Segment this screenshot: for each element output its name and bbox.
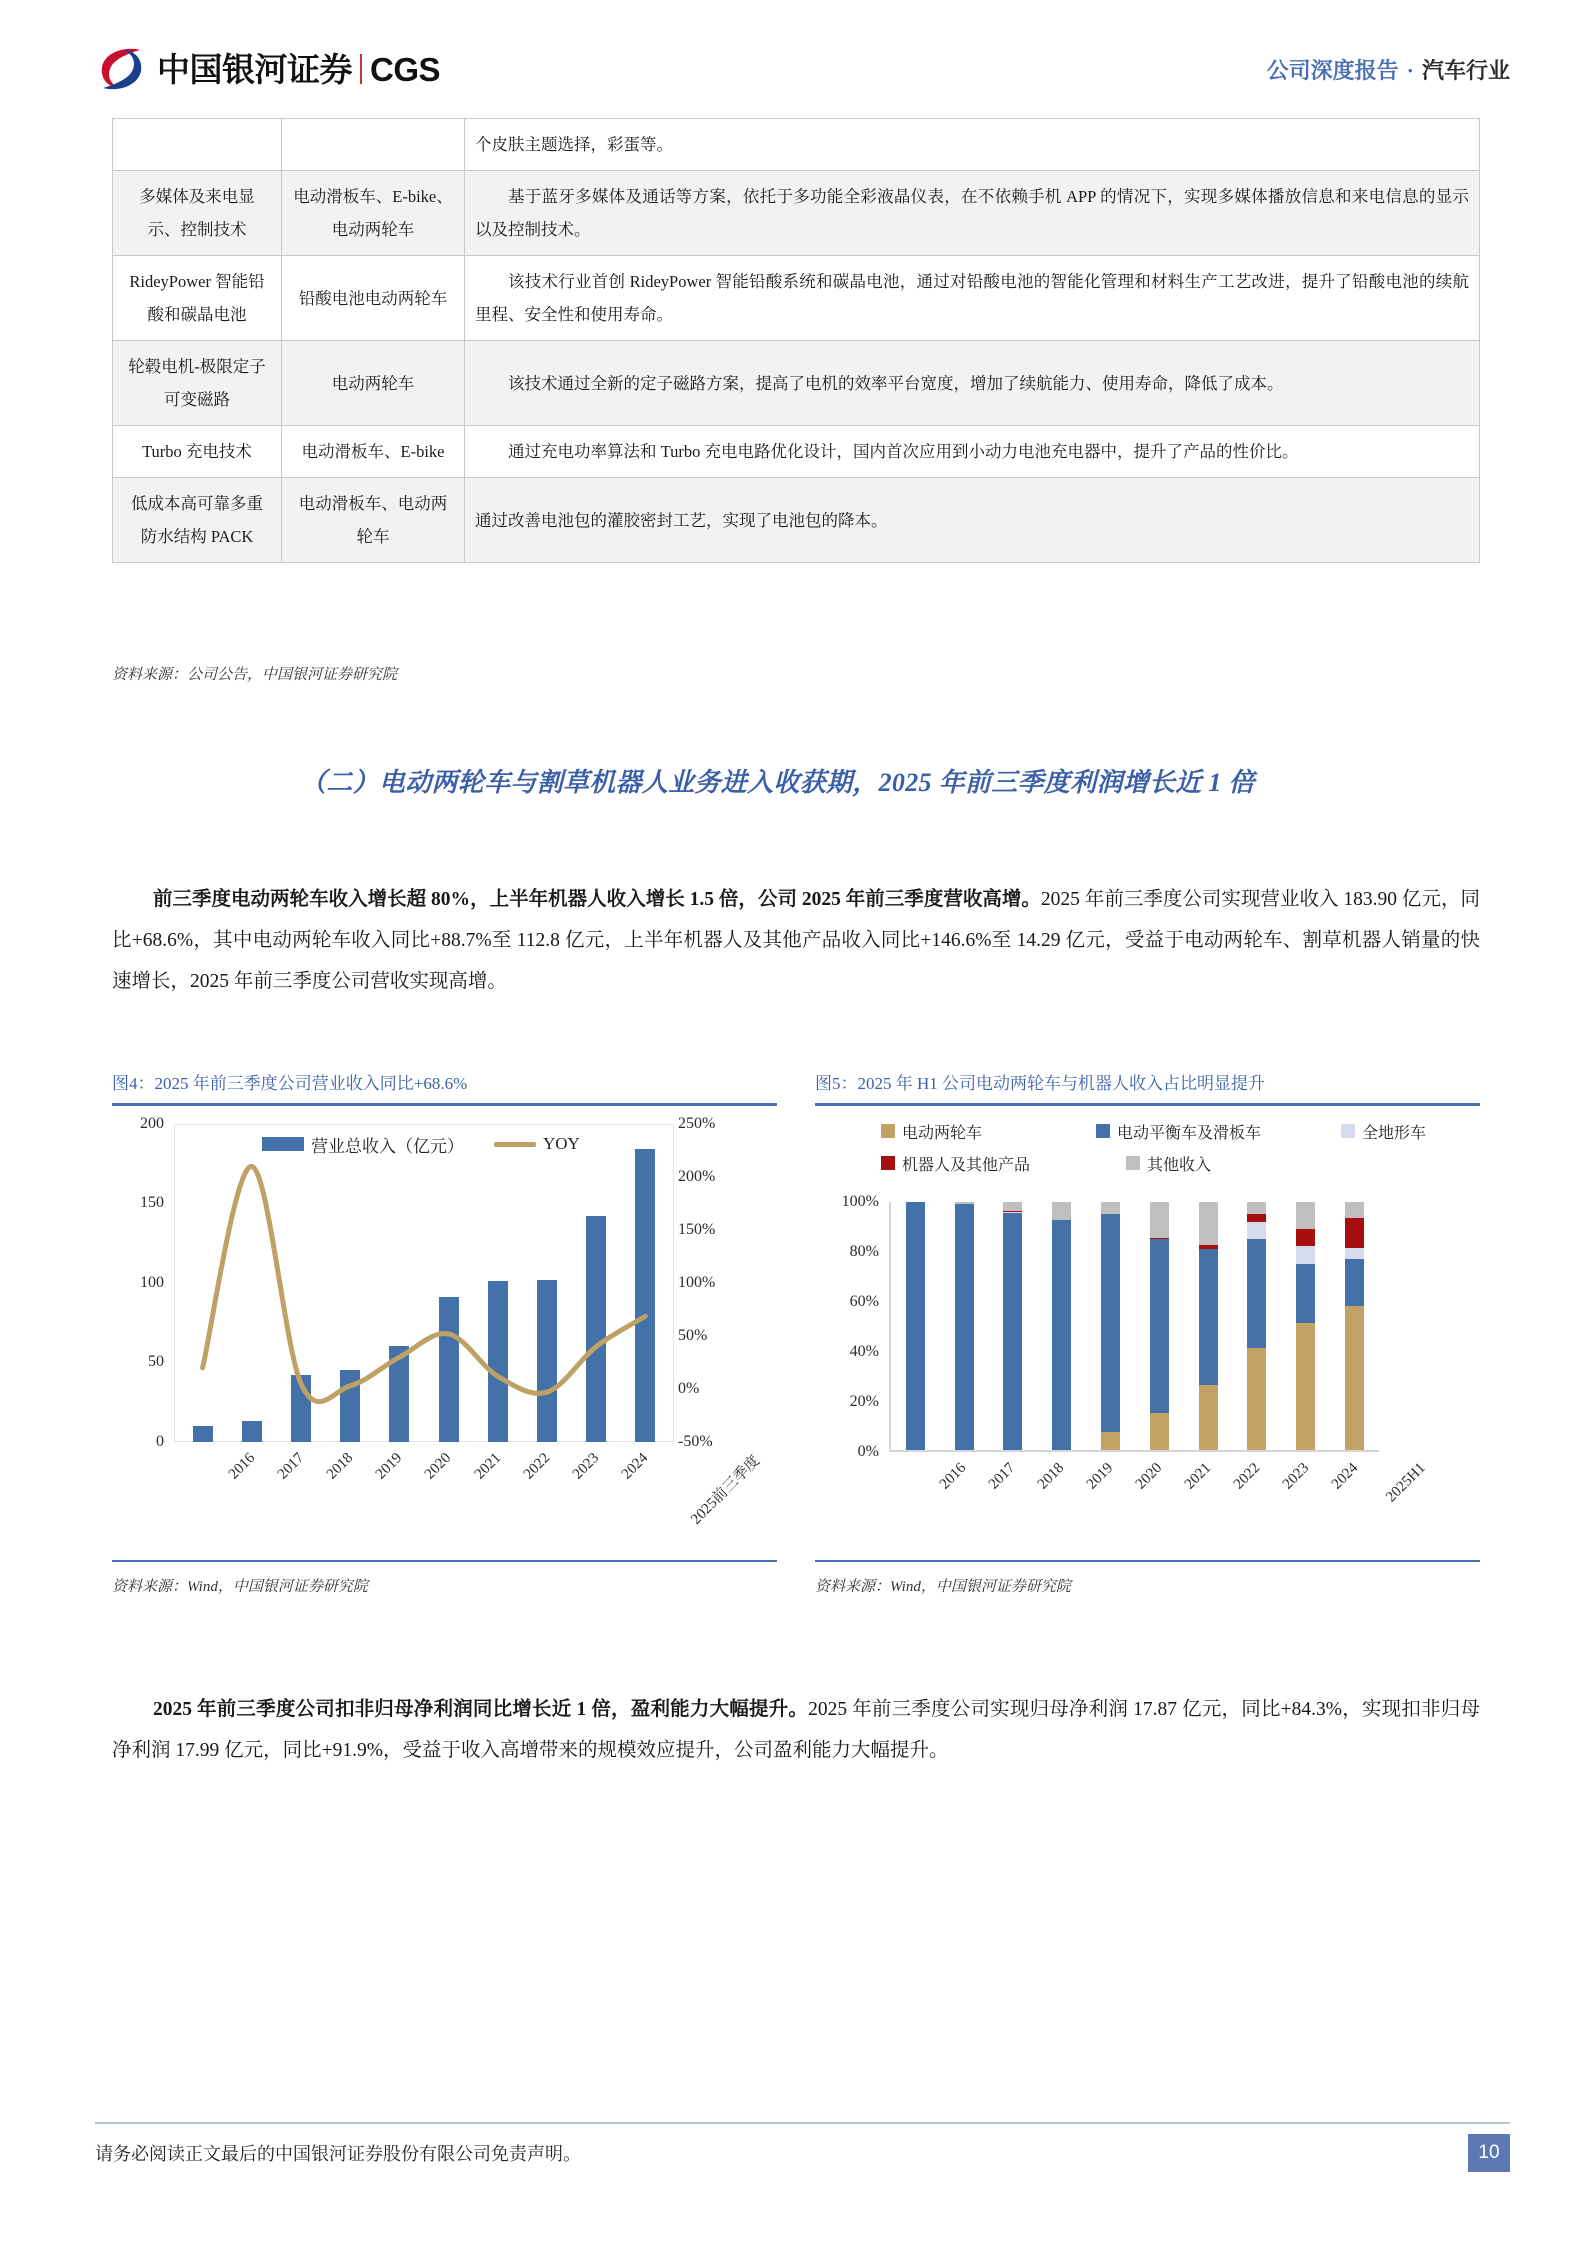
paragraph-profit (112, 1690, 1480, 1772)
brand-logo (95, 43, 440, 95)
chart5-y-tick: 20% (849, 1392, 879, 1410)
figure-5 (815, 1072, 1480, 1596)
cell-technology: 低成本高可靠多重防水结构 PACK (113, 478, 282, 563)
chart5-bar-segment (1101, 1202, 1120, 1214)
cell-product: 铅酸电池电动两轮车 (282, 256, 465, 341)
paragraph-profit-body: 2025 年前三季度公司实现归母净利润 17.87 亿元，同比+84.3%，实现扣非归母净利润 17.99 亿元，同比+91.9%，受益于收入高增带来的规模效应提升，公司盈利能力大幅提升。 (112, 1699, 1480, 1761)
chart5-legend (881, 1120, 1461, 1184)
chart5-bar-segment (1199, 1249, 1218, 1385)
chart4-x-tick: 2016 (225, 1449, 258, 1483)
chart5-bar-segment (1296, 1246, 1315, 1263)
chart5-bar-group (891, 1202, 1379, 1450)
chart5-bar (1199, 1202, 1218, 1450)
chart5-legend-robot-label: 机器人及其他产品 (902, 1156, 1031, 1174)
chart5-x-tick: 2018 (1034, 1459, 1067, 1493)
chart5-bar-segment (1247, 1202, 1266, 1214)
chart5-bar-segment (1247, 1239, 1266, 1348)
chart5-legend-atv (1341, 1120, 1426, 1143)
cell-description: 该技术行业首创 RideyPower 智能铅酸系统和碳晶电池，通过对铅酸电池的智能化管理和材料生产工艺改进，提升了铅酸电池的续航里程、安全性和使用寿命。 (465, 256, 1480, 341)
chart4-y2-tick: 250% (678, 1114, 716, 1132)
table-row (113, 119, 1480, 171)
chart5-bar (1150, 1202, 1169, 1450)
chart5-legend-row-2 (881, 1152, 1461, 1175)
chart5-bar-segment (1150, 1239, 1169, 1413)
chart4-x-tick: 2018 (323, 1449, 357, 1483)
chart5-bar (1296, 1202, 1315, 1450)
chart5-bar (1101, 1202, 1120, 1450)
technology-table-wrapper (112, 118, 1480, 563)
chart4-y2-tick: 150% (678, 1220, 716, 1238)
figure-5-title: 图5：2025 年 H1 公司电动两轮车与机器人收入占比明显提升 (815, 1074, 1266, 1093)
header-report-label (1267, 54, 1510, 85)
chart4-x-tick: 2020 (422, 1449, 455, 1483)
cgs-logo-icon (95, 43, 147, 95)
chart4-x-tick: 2022 (520, 1449, 554, 1483)
chart5-legend-ebike (881, 1120, 1096, 1143)
table-row (113, 426, 1480, 478)
chart4-yoy-line (174, 1124, 674, 1442)
figure-4-source: 资料来源：Wind，中国银河证券研究院 (112, 1578, 368, 1595)
cell-product: 电动滑板车、E-bike、电动两轮车 (282, 171, 465, 256)
chart5-legend-atv-label: 全地形车 (1362, 1124, 1427, 1142)
legend-swatch-other-icon (1126, 1156, 1140, 1170)
chart5-bar-segment (1345, 1218, 1364, 1248)
footer-divider (95, 2122, 1510, 2124)
chart5-legend-ebike-label: 电动两轮车 (902, 1124, 983, 1142)
paragraph-revenue-lead: 前三季度电动两轮车收入增长超 80%，上半年机器人收入增长 1.5 倍，公司 2025 年前三季度营收高增。 (152, 889, 1041, 910)
figure-4 (112, 1072, 777, 1596)
legend-swatch-line-icon (494, 1142, 536, 1147)
chart5-bar-segment (1101, 1214, 1120, 1432)
chart5-x-tick: 2024 (1328, 1459, 1361, 1493)
cell-technology (113, 119, 282, 171)
table-row (113, 341, 1480, 426)
chart5-legend-scooter-label: 电动平衡车及滑板车 (1117, 1124, 1262, 1142)
chart5-plot-area (889, 1202, 1379, 1452)
chart5-bar (906, 1202, 925, 1450)
chart5-bar-segment (1052, 1220, 1071, 1449)
cell-technology: 轮毂电机-极限定子可变磁路 (113, 341, 282, 426)
chart5-legend-scooter (1096, 1120, 1341, 1143)
chart4-y-tick: 150 (140, 1194, 164, 1212)
chart5-y-tick: 60% (849, 1292, 879, 1310)
logo-cn-text: 中国银河证券 (157, 50, 352, 88)
legend-swatch-scooter-icon (1096, 1124, 1110, 1138)
table-row (113, 171, 1480, 256)
cell-product (282, 119, 465, 171)
chart5-x-tick: 2020 (1132, 1459, 1165, 1493)
chart5-bar-segment (1296, 1323, 1315, 1449)
section-heading: （二）电动两轮车与割草机器人业务进入收获期，2025 年前三季度利润增长近 1 倍 (300, 768, 1255, 797)
chart5-bar-segment (1199, 1385, 1218, 1449)
report-type-label: 公司深度报告 (1266, 57, 1399, 83)
cell-product: 电动两轮车 (282, 341, 465, 426)
chart5-legend-robot (881, 1152, 1126, 1175)
chart4-legend-yoy (494, 1134, 580, 1154)
cell-description: 基于蓝牙多媒体及通话等方案，依托于多功能全彩液晶仪表，在不依赖手机 APP 的情况下，实现多媒体播放信息和来电信息的显示以及控制技术。 (465, 171, 1480, 256)
logo-text (157, 50, 441, 88)
cell-product: 电动滑板车、电动两轮车 (282, 478, 465, 563)
chart5-bar-segment (1150, 1202, 1169, 1238)
chart5-bar-segment (1247, 1348, 1266, 1450)
chart5-x-tick: 2017 (985, 1459, 1018, 1493)
chart5-x-tick: 2019 (1083, 1459, 1116, 1493)
chart5-bar-segment (1345, 1306, 1364, 1450)
chart5-bar (1247, 1202, 1266, 1450)
table-row (113, 478, 1480, 563)
chart5-bar-segment (1003, 1213, 1022, 1450)
chart4-y-tick: 100 (140, 1273, 164, 1291)
chart4-legend-revenue-label: 营业总收入（亿元） (311, 1136, 464, 1156)
chart5-bar-segment (1101, 1432, 1120, 1449)
chart5-bar-segment (1052, 1202, 1071, 1221)
chart5-y-tick: 0% (857, 1442, 879, 1460)
table-source-note: 资料来源：公司公告，中国银河证券研究院 (112, 667, 398, 683)
chart4-y-tick: 50 (148, 1353, 164, 1371)
chart5-bar-segment (1003, 1202, 1022, 1211)
chart5-x-tick: 2025H1 (1382, 1459, 1429, 1506)
footer-disclaimer: 请务必阅读正文最后的中国银河证券股份有限公司免责声明。 (95, 2144, 581, 2164)
chart5-bar-segment (1345, 1259, 1364, 1306)
chart5-y-tick: 80% (849, 1242, 879, 1260)
chart5-y-tick: 100% (841, 1192, 879, 1210)
chart4-y2-tick: 0% (678, 1379, 700, 1397)
chart4-y-tick: 0 (156, 1432, 164, 1450)
legend-swatch-ebike-icon (881, 1124, 895, 1138)
chart4-legend (262, 1132, 580, 1157)
logo-en-text: CGS (370, 50, 441, 88)
cell-product: 电动滑板车、E-bike (282, 426, 465, 478)
chart5-x-tick: 2021 (1181, 1459, 1214, 1493)
header-separator: · (1406, 57, 1414, 83)
page-header (95, 38, 1510, 100)
chart5-x-tick: 2023 (1279, 1459, 1312, 1493)
industry-label: 汽车行业 (1421, 57, 1510, 83)
chart5-bar (1345, 1202, 1364, 1450)
chart4-x-tick: 2024 (618, 1449, 652, 1483)
figure-5-source: 资料来源：Wind，中国银河证券研究院 (815, 1578, 1071, 1595)
chart5-bar (1052, 1202, 1071, 1450)
chart5-bar-segment (955, 1204, 974, 1450)
chart5-legend-row-1 (881, 1120, 1461, 1143)
chart4-legend-yoy-label: YOY (543, 1134, 580, 1154)
page-number-badge: 10 (1468, 2134, 1510, 2172)
cell-description: 通过充电功率算法和 Turbo 充电电路优化设计，国内首次应用到小动力电池充电器中，提升了产品的性价比。 (465, 426, 1480, 478)
chart5-bar-segment (1345, 1202, 1364, 1218)
table-body (113, 119, 1480, 563)
cell-description: 该技术通过全新的定子磁路方案，提高了电机的效率平台宽度，增加了续航能力、使用寿命，降低了成本。 (465, 341, 1480, 426)
technology-table (112, 118, 1480, 563)
chart5-bar-segment (1296, 1229, 1315, 1246)
chart4-x-tick: 2019 (372, 1449, 406, 1483)
chart5-x-tick: 2022 (1230, 1459, 1263, 1493)
chart4-y2-tick: -50% (678, 1432, 713, 1450)
chart5-bar-segment (1296, 1202, 1315, 1229)
paragraph-profit-lead: 2025 年前三季度公司扣非归母净利润同比增长近 1 倍，盈利能力大幅提升。 (152, 1699, 809, 1720)
chart5-legend-other-label: 其他收入 (1147, 1156, 1212, 1174)
chart5-bar-segment (1247, 1214, 1266, 1221)
chart5-bar (1003, 1202, 1022, 1450)
paragraph-revenue-body: 2025 年前三季度公司实现营业收入 183.90 亿元，同比+68.6%，其中电动两轮车收入同比+88.7%至 112.8 亿元，上半年机器人及其他产品收入同比+146.6%至 14.29 亿元，受益于电动两轮车、割草机器人销量的快速增长，2025 年前三季度公司营收实现高增。 (112, 889, 1480, 992)
chart4-y2-tick: 100% (678, 1273, 716, 1291)
cell-description: 通过改善电池包的灌胶密封工艺，实现了电池包的降本。 (465, 478, 1480, 563)
chart4-legend-revenue (262, 1132, 464, 1157)
chart4-x-tick: 2025前三季度 (688, 1452, 764, 1528)
paragraph-revenue (112, 880, 1480, 1003)
legend-swatch-atv-icon (1341, 1124, 1355, 1138)
chart5-bar-segment (1345, 1248, 1364, 1259)
chart5-bar-segment (1247, 1222, 1266, 1239)
legend-swatch-robot-icon (881, 1156, 895, 1170)
chart4-x-tick: 2021 (471, 1449, 504, 1483)
figure-5-chart (815, 1106, 1480, 1556)
cell-technology: 多媒体及来电显示、控制技术 (113, 171, 282, 256)
figure-4-title: 图4：2025 年前三季度公司营业收入同比+68.6% (112, 1074, 468, 1093)
cell-technology: RideyPower 智能铅酸和碳晶电池 (113, 256, 282, 341)
chart4-y2-tick: 50% (678, 1326, 708, 1344)
chart5-bar-segment (1296, 1264, 1315, 1324)
chart5-bar (955, 1202, 974, 1450)
chart4-x-tick: 2017 (274, 1449, 308, 1483)
chart5-bar-segment (1150, 1413, 1169, 1450)
table-row (113, 256, 1480, 341)
chart5-bar-segment (1199, 1202, 1218, 1245)
chart4-x-tick: 2023 (569, 1449, 603, 1483)
cell-description: 个皮肤主题选择，彩蛋等。 (465, 119, 1480, 171)
figure-4-chart (112, 1106, 777, 1556)
chart4-y2-tick: 200% (678, 1167, 716, 1185)
cell-technology: Turbo 充电技术 (113, 426, 282, 478)
legend-swatch-bar-icon (262, 1137, 304, 1151)
logo-divider (360, 54, 362, 84)
chart4-plot-area (174, 1124, 674, 1442)
chart5-y-tick: 40% (849, 1342, 879, 1360)
chart5-bar-segment (906, 1202, 925, 1450)
chart5-x-tick: 2016 (936, 1459, 969, 1493)
chart4-y-tick: 200 (140, 1114, 164, 1132)
chart5-legend-other (1126, 1152, 1211, 1175)
